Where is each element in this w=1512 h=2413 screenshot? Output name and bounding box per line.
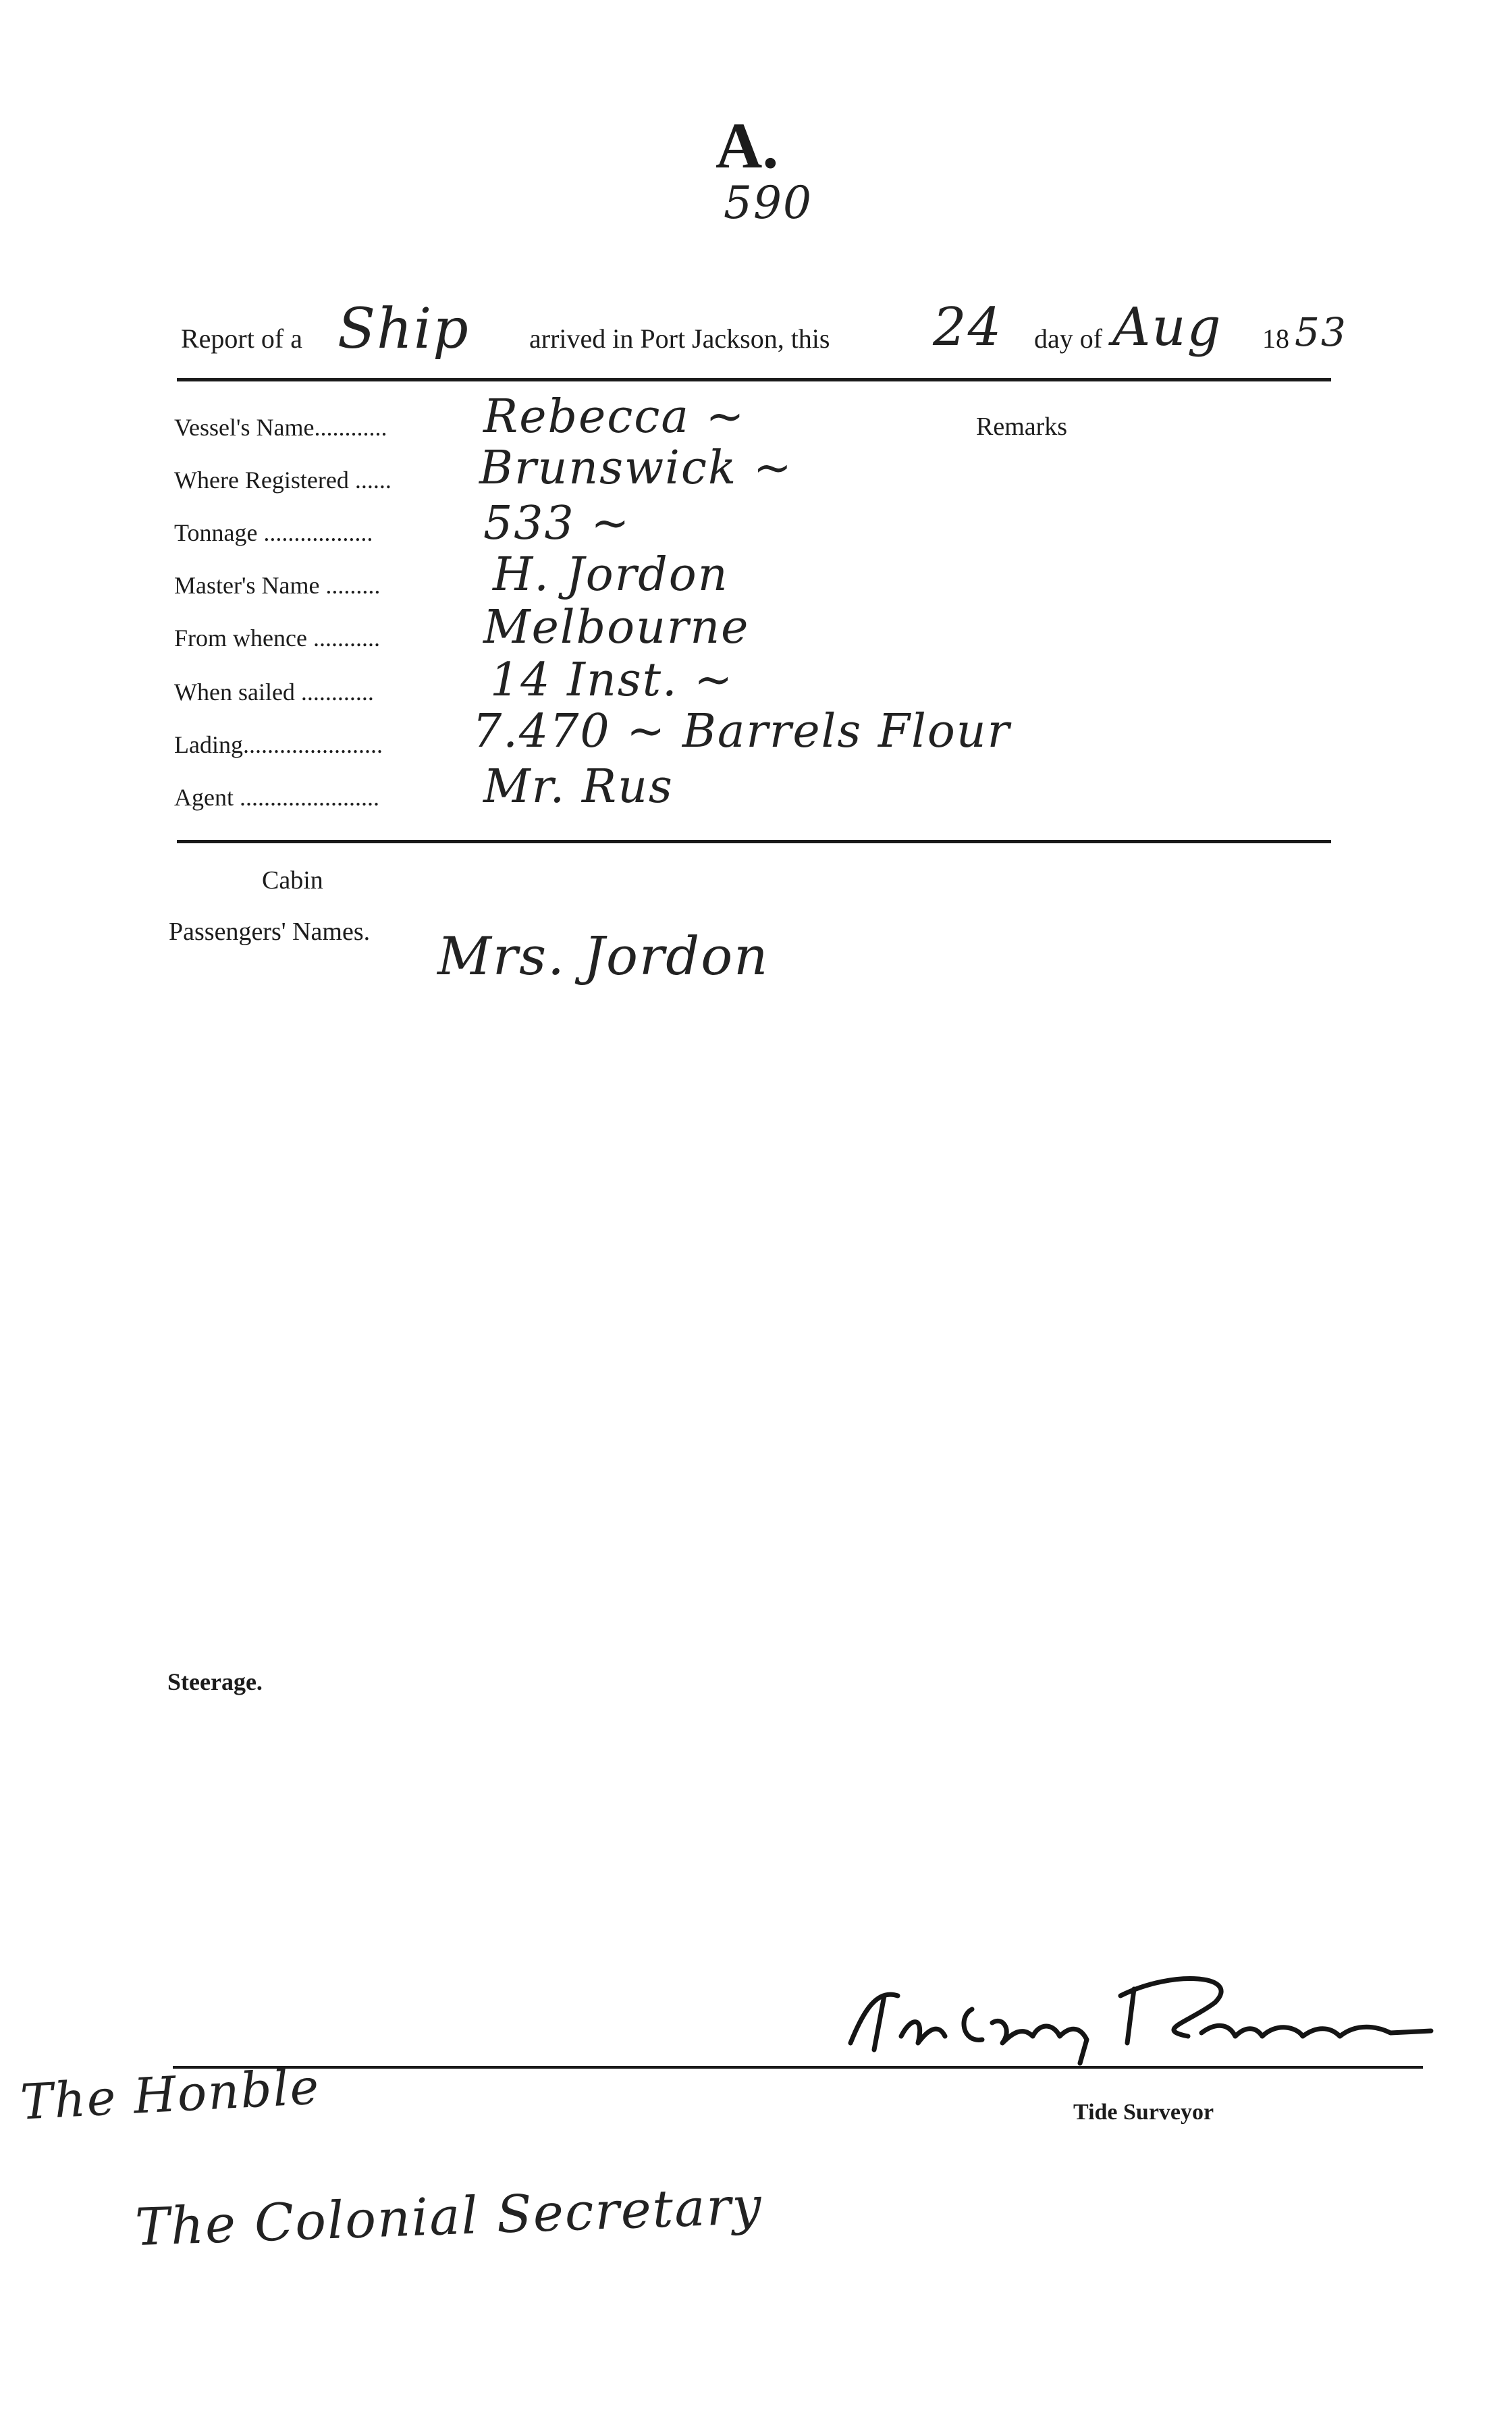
- year-printed-prefix: 18: [1262, 323, 1289, 354]
- day-of-label: day of: [1034, 323, 1103, 354]
- arrival-day-value: 24: [933, 297, 1003, 358]
- tide-surveyor-label: Tide Surveyor: [1073, 2100, 1214, 2125]
- when-sailed-value: 14 Inst. ~: [490, 654, 734, 707]
- where-registered-label: Where Registered ......: [174, 467, 392, 494]
- top-divider: [177, 378, 1331, 381]
- vessel-type-value: Ship: [338, 297, 470, 361]
- steerage-label: Steerage.: [167, 1668, 263, 1695]
- masters-name-value: H. Jordon: [493, 548, 729, 602]
- from-whence-value: Melbourne: [483, 601, 750, 654]
- document-number: 590: [724, 177, 813, 229]
- tide-surveyor-signature: [837, 1969, 1444, 2070]
- report-of-label: Report of a: [181, 323, 302, 354]
- lading-label: Lading.......................: [174, 731, 383, 758]
- year-handwritten-suffix: 53: [1295, 309, 1347, 355]
- agent-label: Agent .......................: [174, 784, 379, 811]
- form-letter: A.: [716, 109, 779, 182]
- vessel-name-value: Rebecca ~: [483, 390, 746, 444]
- lading-value: 7.470 ~ Barrels Flour: [473, 705, 1011, 758]
- masters-name-label: Master's Name .........: [174, 572, 381, 599]
- addressee-line-1: The Honble: [19, 2058, 322, 2131]
- passengers-names-label: Passengers' Names.: [169, 918, 371, 946]
- when-sailed-label: When sailed ............: [174, 679, 374, 706]
- where-registered-value: Brunswick ~: [479, 442, 793, 495]
- cabin-label: Cabin: [262, 866, 323, 895]
- arrival-month-value: Aug: [1112, 297, 1222, 358]
- tonnage-value: 533 ~: [483, 497, 631, 550]
- addressee-line-2: The Colonial Secretary: [134, 2175, 764, 2258]
- arrived-label: arrived in Port Jackson, this: [529, 323, 830, 354]
- from-whence-label: From whence ...........: [174, 625, 380, 652]
- agent-value: Mr. Rus: [483, 760, 674, 814]
- vessel-name-label: Vessel's Name............: [174, 414, 387, 441]
- remarks-label: Remarks: [976, 413, 1068, 441]
- fields-bottom-divider: [177, 840, 1331, 843]
- cabin-passenger-name: Mrs. Jordon: [437, 926, 770, 987]
- tonnage-label: Tonnage ..................: [174, 519, 373, 546]
